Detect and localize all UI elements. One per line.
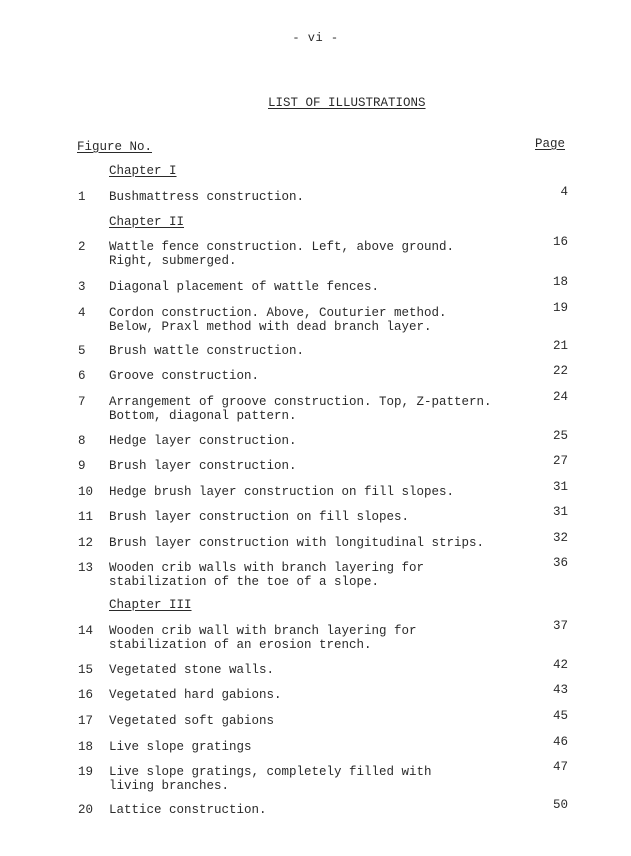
page-column-header: Page bbox=[535, 137, 566, 151]
figure-caption: Brush layer construction with longitudinal strips. bbox=[109, 536, 485, 550]
page-ref: 36 bbox=[552, 556, 568, 570]
page-ref: 24 bbox=[552, 390, 568, 404]
page-ref: 16 bbox=[552, 235, 568, 249]
figure-number: 1 bbox=[78, 190, 86, 204]
page-ref: 32 bbox=[552, 531, 568, 545]
figure-number: 16 bbox=[78, 688, 94, 702]
page-ref: 45 bbox=[552, 709, 568, 723]
figure-number: 15 bbox=[78, 663, 94, 677]
figure-number: 17 bbox=[78, 714, 94, 728]
figure-number: 19 bbox=[78, 765, 94, 779]
figure-number: 9 bbox=[78, 459, 86, 473]
figure-number: 11 bbox=[78, 510, 94, 524]
figure-caption: Vegetated stone walls. bbox=[109, 663, 275, 677]
page-ref: 27 bbox=[552, 454, 568, 468]
page-number: - vi - bbox=[292, 31, 339, 45]
chapter-heading: Chapter II bbox=[109, 215, 185, 229]
page-ref: 46 bbox=[552, 735, 568, 749]
figure-number: 10 bbox=[78, 485, 94, 499]
figure-caption: Cordon construction. Above, Couturier method. Below, Praxl method with dead branch layer. bbox=[109, 306, 447, 334]
figure-caption: Lattice construction. bbox=[109, 803, 267, 817]
page-title: LIST OF ILLUSTRATIONS bbox=[268, 96, 426, 110]
figure-caption: Groove construction. bbox=[109, 369, 260, 383]
figure-caption: Diagonal placement of wattle fences. bbox=[109, 280, 380, 294]
chapter-heading: Chapter I bbox=[109, 164, 177, 178]
figure-number: 8 bbox=[78, 434, 86, 448]
page-ref: 22 bbox=[552, 364, 568, 378]
page-ref: 50 bbox=[552, 798, 568, 812]
page-ref: 31 bbox=[552, 480, 568, 494]
figure-caption: Vegetated hard gabions. bbox=[109, 688, 282, 702]
figure-number: 13 bbox=[78, 561, 94, 575]
figure-caption: Hedge layer construction. bbox=[109, 434, 297, 448]
figure-caption: Vegetated soft gabions bbox=[109, 714, 275, 728]
figure-caption: Live slope gratings bbox=[109, 740, 252, 754]
figure-caption: Arrangement of groove construction. Top, Z-pattern. Bottom, diagonal pattern. bbox=[109, 395, 492, 423]
figure-caption: Bushmattress construction. bbox=[109, 190, 305, 204]
figure-number: 12 bbox=[78, 536, 94, 550]
figure-number: 4 bbox=[78, 306, 86, 320]
page-ref: 19 bbox=[552, 301, 568, 315]
figure-number: 20 bbox=[78, 803, 94, 817]
figure-number: 14 bbox=[78, 624, 94, 638]
chapter-heading: Chapter III bbox=[109, 598, 192, 612]
page-ref: 31 bbox=[552, 505, 568, 519]
figure-caption: Brush layer construction on fill slopes. bbox=[109, 510, 410, 524]
figure-caption: Brush wattle construction. bbox=[109, 344, 305, 358]
figure-number: 7 bbox=[78, 395, 86, 409]
figure-caption: Brush layer construction. bbox=[109, 459, 297, 473]
figure-caption: Live slope gratings, completely filled with living branches. bbox=[109, 765, 432, 793]
page-ref: 25 bbox=[552, 429, 568, 443]
page-ref: 4 bbox=[560, 185, 568, 199]
figure-number: 2 bbox=[78, 240, 86, 254]
figure-caption: Wooden crib wall with branch layering for stabilization of an erosion trench. bbox=[109, 624, 417, 652]
page-ref: 37 bbox=[552, 619, 568, 633]
page-ref: 43 bbox=[552, 683, 568, 697]
figure-number: 6 bbox=[78, 369, 86, 383]
figure-number: 18 bbox=[78, 740, 94, 754]
figure-number: 3 bbox=[78, 280, 86, 294]
figure-column-header: Figure No. bbox=[77, 140, 153, 154]
figure-number: 5 bbox=[78, 344, 86, 358]
figure-caption: Hedge brush layer construction on fill slopes. bbox=[109, 485, 455, 499]
figure-caption: Wattle fence construction. Left, above ground. Right, submerged. bbox=[109, 240, 455, 268]
page-ref: 47 bbox=[552, 760, 568, 774]
figure-caption: Wooden crib walls with branch layering for stabilization of the toe of a slope. bbox=[109, 561, 425, 589]
page-ref: 42 bbox=[552, 658, 568, 672]
page-ref: 21 bbox=[552, 339, 568, 353]
page-ref: 18 bbox=[552, 275, 568, 289]
